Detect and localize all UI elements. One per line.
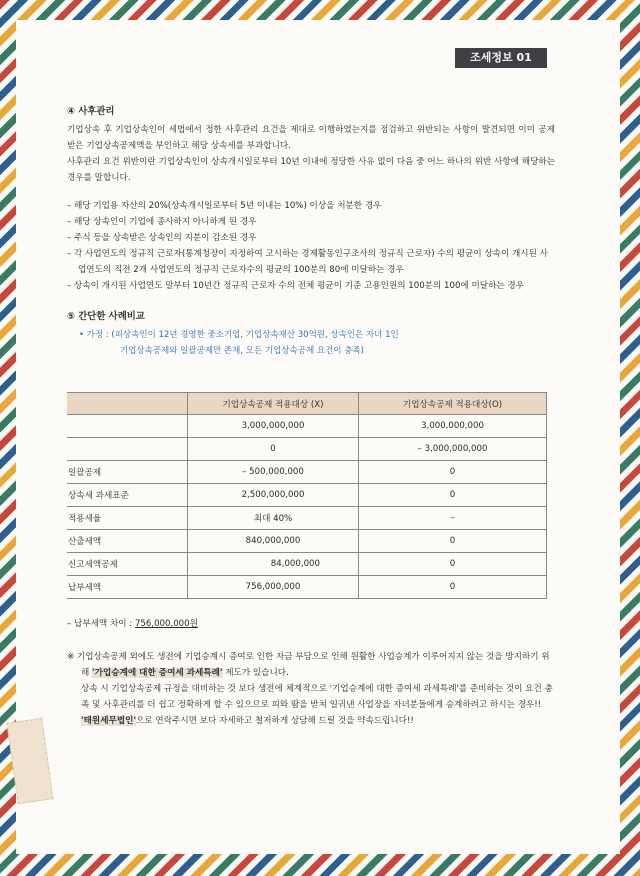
list-item: – 주식 등을 상속받은 상속인의 지분이 감소된 경우: [67, 233, 257, 243]
table-cell: 3,000,000,000: [188, 415, 359, 438]
note-contact: [67, 713, 555, 729]
tax-difference: [67, 616, 555, 632]
comparison-table: [67, 392, 547, 599]
table-cell: 납부세액: [67, 576, 188, 599]
table-cell: 0: [359, 576, 547, 599]
table-row: [67, 576, 547, 599]
tax-difference-label: – 납부세액 차이 :: [67, 619, 135, 629]
table-cell: – 3,000,000,000: [359, 438, 547, 461]
table-row: [67, 507, 547, 530]
list-item: – 해당 상속인이 기업에 종사하지 아니하게 된 경우: [67, 217, 257, 227]
table-cell: 산출세액: [67, 530, 188, 553]
note: [67, 649, 555, 729]
table-header: 기업상속공제 적용대상(O): [359, 393, 547, 415]
note-line1: [67, 649, 555, 681]
section4-para2: 사후관리 요건 위반이란 기업상속인이 상속개시일로부터 10년 이내에 정당한 사유 없이 다음 중 어느 하나의 위반 사항에 해당하는 경우를 말합니다.: [67, 157, 555, 183]
section5-title: ⑤ 간단한 사례비교: [67, 311, 145, 322]
section-tag: 조세정보 01: [455, 48, 547, 68]
table-cell: 일괄공제: [67, 461, 188, 484]
table-cell: 0: [359, 530, 547, 553]
note-text: 제도가 있습니다.: [222, 668, 289, 678]
section4-title: ④ 사후관리: [67, 106, 115, 117]
assumption: [67, 327, 555, 359]
list-item: – 각 사업연도의 정규직 근로자(통계청장이 지정하여 고시하는 경제활동인구조사의 정규직 근로자) 수의 평균이 상속이 개시된 사업연도의 직전 2개 사업연도의 정규직 근로자수의 평균의 100분의 80에 미달하는 경우: [67, 249, 548, 275]
table-cell: 2,500,000,000: [188, 484, 359, 507]
table-cell: 최대 40%: [188, 507, 359, 530]
note-para2: 상속 시 기업상속공제 규정을 대비하는 것 보다 생전에 체계적으로 '기업승계에 대한 증여세 과세특례'를 준비하는 것이 요건 충족 및 사후관리를 더 쉽고 정확하게 할 수 있으므로 피와 땀을 받쳐 일궈낸 사업장을 자녀분들에게 승계하려고 하시는 경우!!: [81, 684, 553, 710]
table-cell: –: [359, 507, 547, 530]
table-cell: [67, 415, 188, 438]
table-cell: 상속세 과세표준: [67, 484, 188, 507]
assumption-line2: 기업상속공제와 일괄공제만 존재, 모든 기업상속공제 요건이 충족): [120, 346, 364, 356]
list-item: – 상속이 개시된 사업연도 말부터 10년간 정규직 근로자 수의 전체 평균이 기준 고용인원의 100분의 100에 미달하는 경우: [67, 281, 525, 291]
table-cell: 840,000,000: [188, 530, 359, 553]
assumption-line1: • 가정 : (피상속인이 12년 경영한 중소기업, 기업상속재산 30억원, 상속인은 자녀 1인: [79, 330, 399, 340]
note-text: 으로 연락주시면 보다 자세하고 철저하게 상담해 드릴 것을 약속드립니다!!: [136, 716, 414, 726]
table-header: 기업상속공제 적용대상 (X): [188, 393, 359, 415]
table-cell: 0: [359, 484, 547, 507]
table-row: [67, 438, 547, 461]
table-row: [67, 415, 547, 438]
table-cell: 3,000,000,000: [359, 415, 547, 438]
table-row: [67, 553, 547, 576]
note-text: ※ 기업상속공제 외에도 생전에 기업승계시 증여로 인한 자금 부담으로 인해 원활한 사업승계가 이루어지지 않는 것을 방지하기 위해: [67, 652, 550, 678]
table-cell: 적용세율: [67, 507, 188, 530]
list-item: – 해당 기업용 자산의 20%(상속개시일로부터 5년 이내는 10%) 이상을 처분한 경우: [67, 201, 382, 211]
note-highlight: '가업승계에 대한 증여세 과세특례': [92, 668, 223, 678]
table-cell: 0: [188, 438, 359, 461]
table-header-row: [67, 393, 547, 415]
firm-name: '태원세무법인': [81, 716, 137, 726]
table-cell: [67, 438, 188, 461]
table-cell: 756,000,000: [188, 576, 359, 599]
table-cell: 신고세액공제: [67, 553, 188, 576]
table-cell: 0: [359, 461, 547, 484]
content: [67, 103, 555, 729]
table-cell: – 500,000,000: [188, 461, 359, 484]
table-cell: 0: [359, 553, 547, 576]
table-row: [67, 530, 547, 553]
table-cell: 84,000,000: [188, 553, 359, 576]
table-row: [67, 484, 547, 507]
tax-difference-value: 756,000,000원: [134, 619, 198, 629]
table-row: [67, 461, 547, 484]
table-header: [67, 393, 188, 415]
section4-para1: 기업상속 후 기업상속인이 세법에서 정한 사후관리 요건을 제대로 이행하였는지를 점검하고 위반되는 사항이 발견되면 이미 공제 받은 기업상속공제액을 부인하고 해당 상속세를 부과합니다.: [67, 125, 555, 151]
